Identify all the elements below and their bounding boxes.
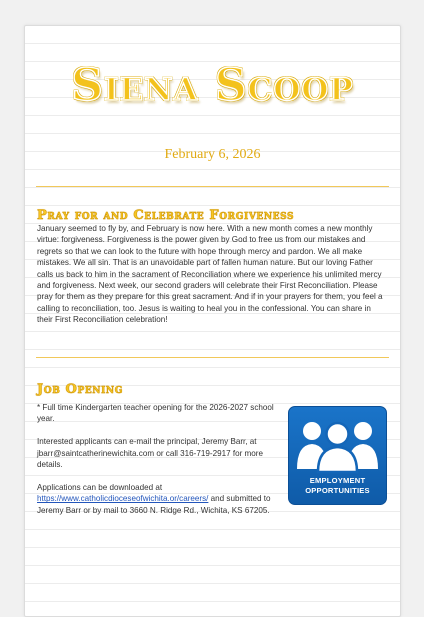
employment-label: EMPLOYMENT OPPORTUNITIES — [305, 476, 370, 495]
job-opening-text: and submitted to Jeremy Barr or by mail to 3660 N. Ridge Rd., Wichita, KS 67205. — [37, 494, 271, 515]
newsletter-date: February 6, 2026 — [164, 147, 261, 162]
newsletter-title: Siena Scoop — [71, 60, 354, 111]
section-body-forgiveness: January seemed to fly by, and February is now here. With a new month comes a new monthly virtue: forgiveness. Forgiveness is the power given by God to free us from our mistakes and regrets so that we can look to the future with hope through mercy and pardon. We all make mistakes. We all sin. That is an unavoidable part of fallen human nature. But our loving Father calls us back to him in the sacrament of Reconciliation where we experience his unlimited mercy and forgiveness. Next week, our second graders will celebrate their First Reconciliation. Please pray for them as they prepare for this great sacrament. And if in your prayers for them, you feel a calling to reconciliation, too. Jesus is waiting to heal you in the confessional. You can share in their First Reconciliation celebration! — [37, 224, 383, 325]
section-title-forgiveness: Pray for and Celebrate Forgiveness — [37, 208, 295, 223]
job-opening-text: Applications can be downloaded at — [37, 482, 163, 492]
job-opening-paragraph — [37, 482, 282, 516]
section-title-job-opening: Job Opening — [37, 382, 124, 397]
job-opening-paragraph: * Full time Kindergarten teacher opening for the 2026-2027 school year. — [37, 403, 274, 424]
section-divider — [36, 186, 389, 187]
careers-link[interactable]: https://www.catholicdioceseofwichita.or/careers/ — [37, 494, 209, 504]
job-opening-paragraph: Interested applicants can e-mail the principal, Jeremy Barr, at jbarr@saintcatherinewichita.com or call 316-719-2917 for more details. — [37, 437, 263, 470]
job-opening-body — [37, 402, 282, 527]
newsletter-page — [24, 25, 401, 617]
section-divider — [36, 357, 389, 358]
employment-opportunities-image — [288, 406, 387, 505]
